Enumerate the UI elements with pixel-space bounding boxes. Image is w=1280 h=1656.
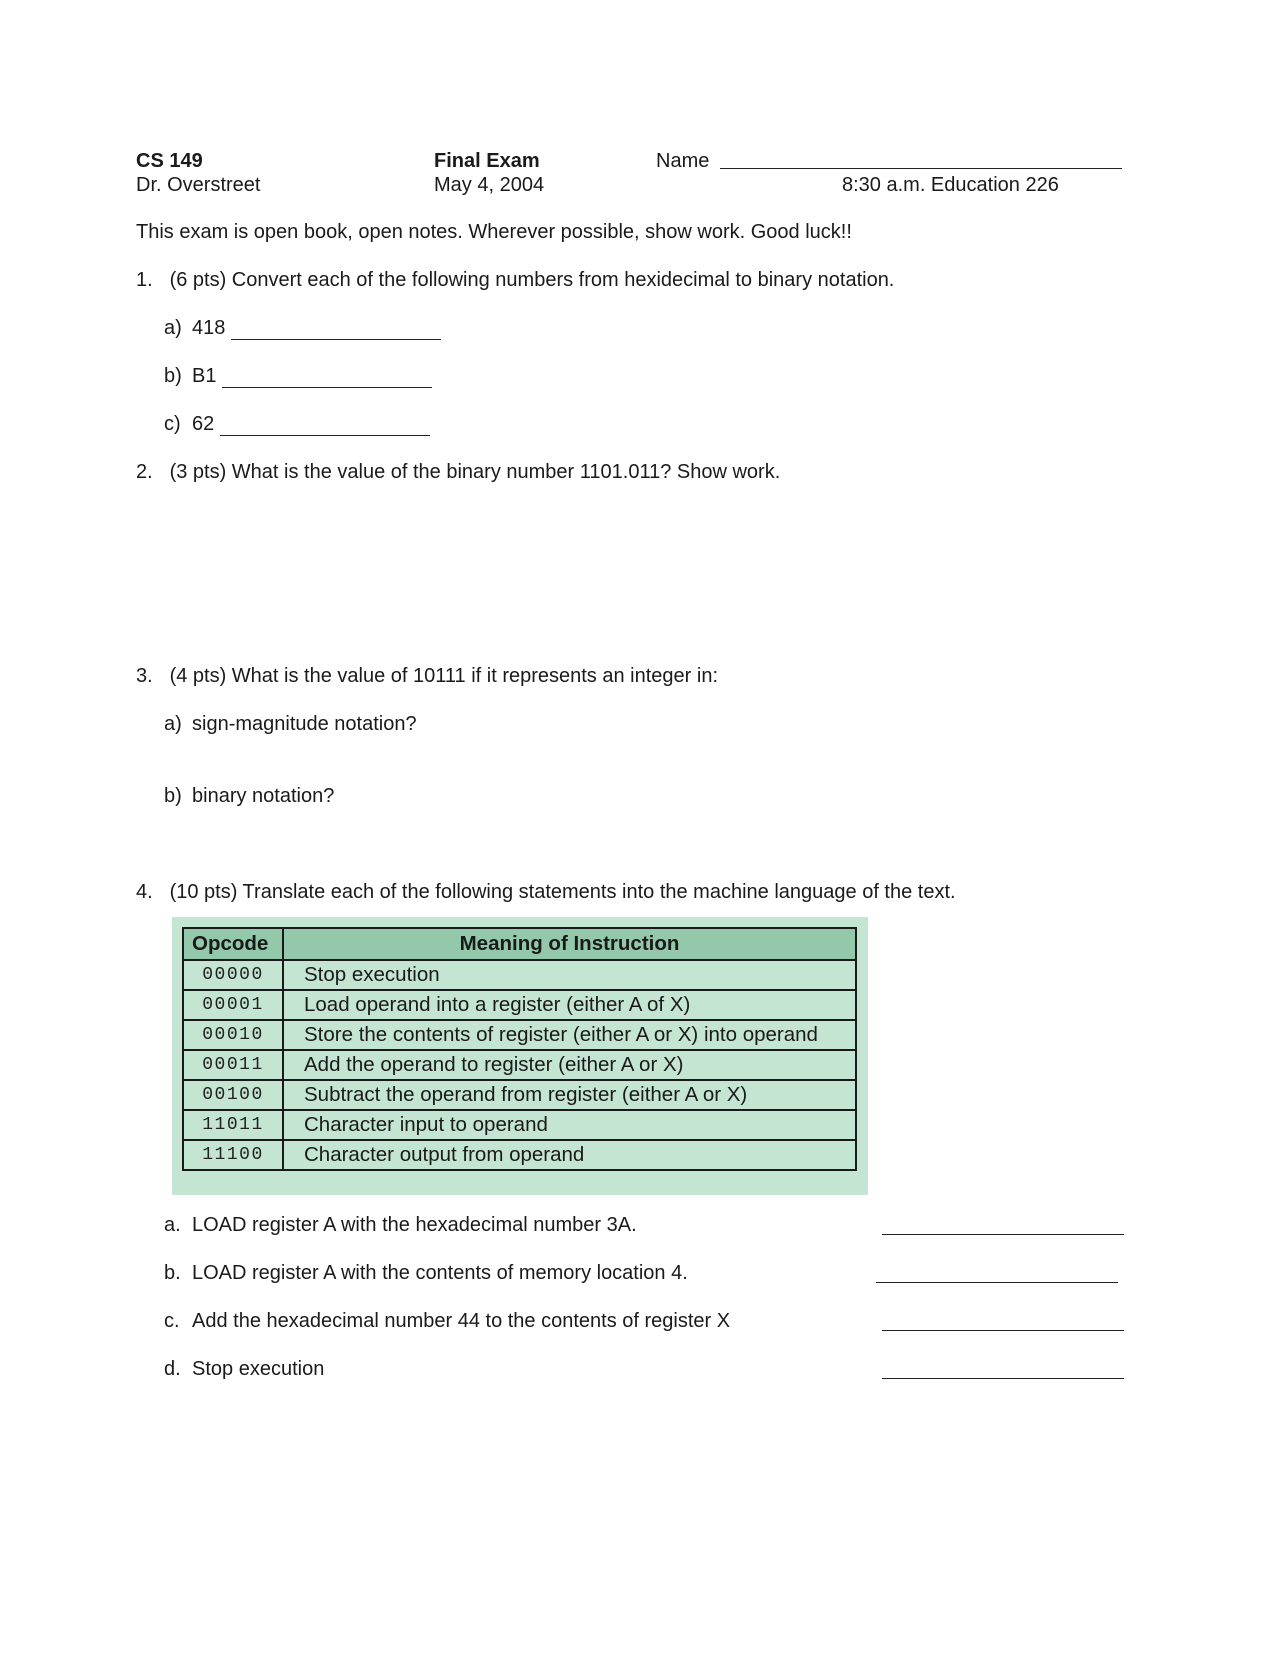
opcode-cell: 00011 <box>183 1050 283 1080</box>
opcode-cell: 00010 <box>183 1020 283 1050</box>
q1-item-a <box>164 316 441 340</box>
question-3-text: (4 pts) What is the value of 10111 if it represents an integer in: <box>169 665 718 687</box>
q4-item-d-text: Stop execution <box>192 1358 325 1380</box>
table-row <box>183 1020 856 1050</box>
q4-item-b <box>164 1261 688 1285</box>
table-row <box>183 1080 856 1110</box>
opcode-table-header-row <box>183 928 856 960</box>
q4-item-b-answer-line[interactable] <box>876 1282 1118 1283</box>
question-1-text: (6 pts) Convert each of the following numbers from hexidecimal to binary notation. <box>169 269 895 291</box>
q1-item-b-answer-line[interactable] <box>222 367 432 388</box>
meaning-cell: Load operand into a register (either A of X) <box>283 990 856 1020</box>
q4-item-b-label: b. <box>164 1262 181 1284</box>
opcode-cell: 00000 <box>183 960 283 990</box>
question-3-number: 3. <box>136 665 153 687</box>
q4-item-d <box>164 1357 324 1381</box>
opcode-column-header: Opcode <box>183 928 283 960</box>
question-3 <box>136 664 718 688</box>
q3-item-a <box>164 712 417 736</box>
meaning-cell: Stop execution <box>283 960 856 990</box>
q1-item-b-value: B1 <box>192 365 217 387</box>
q3-item-b-text: binary notation? <box>192 785 335 807</box>
opcode-table <box>182 927 857 1171</box>
q1-item-b-label: b) <box>164 365 182 387</box>
question-2 <box>136 460 780 484</box>
q1-item-c <box>164 412 430 436</box>
meaning-column-header: Meaning of Instruction <box>283 928 856 960</box>
question-2-text: (3 pts) What is the value of the binary number 1101.011? Show work. <box>169 461 781 483</box>
question-1-number: 1. <box>136 269 153 291</box>
q3-item-b <box>164 784 334 808</box>
q4-item-c-label: c. <box>164 1310 180 1332</box>
q1-item-a-answer-line[interactable] <box>231 319 441 340</box>
opcode-cell: 00001 <box>183 990 283 1020</box>
meaning-cell: Store the contents of register (either A or X) into operand <box>283 1020 856 1050</box>
q4-item-d-answer-line[interactable] <box>882 1378 1124 1379</box>
question-4-number: 4. <box>136 881 153 903</box>
q3-item-b-label: b) <box>164 785 182 807</box>
q1-item-b <box>164 364 432 388</box>
meaning-cell: Add the operand to register (either A or X) <box>283 1050 856 1080</box>
q4-item-b-text: LOAD register A with the contents of memory location 4. <box>192 1262 688 1284</box>
table-row <box>183 1140 856 1170</box>
q4-item-c <box>164 1309 730 1333</box>
question-2-number: 2. <box>136 461 153 483</box>
opcode-table-panel <box>172 917 868 1195</box>
q4-item-d-label: d. <box>164 1358 181 1380</box>
name-answer-line[interactable] <box>720 168 1122 169</box>
table-row <box>183 1110 856 1140</box>
question-4-text: (10 pts) Translate each of the following statements into the machine language of the text. <box>169 881 956 903</box>
q4-item-a <box>164 1213 637 1237</box>
exam-date: May 4, 2004 <box>434 174 545 196</box>
time-location: 8:30 a.m. Education 226 <box>842 174 1059 196</box>
q4-item-a-answer-line[interactable] <box>882 1234 1124 1235</box>
opcode-cell: 00100 <box>183 1080 283 1110</box>
q1-item-a-value: 418 <box>192 317 226 339</box>
q1-item-a-label: a) <box>164 317 182 339</box>
instructor-name: Dr. Overstreet <box>136 174 261 196</box>
meaning-cell: Character input to operand <box>283 1110 856 1140</box>
table-row <box>183 1050 856 1080</box>
opcode-cell: 11011 <box>183 1110 283 1140</box>
q4-item-a-label: a. <box>164 1214 181 1236</box>
name-label: Name <box>656 150 710 172</box>
q1-item-c-label: c) <box>164 413 181 435</box>
exam-instructions: This exam is open book, open notes. Wherever possible, show work. Good luck!! <box>136 221 852 243</box>
q4-item-c-text: Add the hexadecimal number 44 to the contents of register X <box>192 1310 731 1332</box>
course-code: CS 149 <box>136 150 203 172</box>
meaning-cell: Subtract the operand from register (either A or X) <box>283 1080 856 1110</box>
exam-title: Final Exam <box>434 150 540 172</box>
q4-item-a-text: LOAD register A with the hexadecimal number 3A. <box>192 1214 637 1236</box>
question-2-work-area[interactable] <box>136 495 1136 655</box>
q4-item-c-answer-line[interactable] <box>882 1330 1124 1331</box>
table-row <box>183 960 856 990</box>
q3-item-a-text: sign-magnitude notation? <box>192 713 417 735</box>
q1-item-c-answer-line[interactable] <box>220 415 430 436</box>
q1-item-c-value: 62 <box>192 413 215 435</box>
opcode-cell: 11100 <box>183 1140 283 1170</box>
question-4 <box>136 880 956 904</box>
meaning-cell: Character output from operand <box>283 1140 856 1170</box>
q3-item-a-label: a) <box>164 713 182 735</box>
question-1 <box>136 268 894 292</box>
table-row <box>183 990 856 1020</box>
